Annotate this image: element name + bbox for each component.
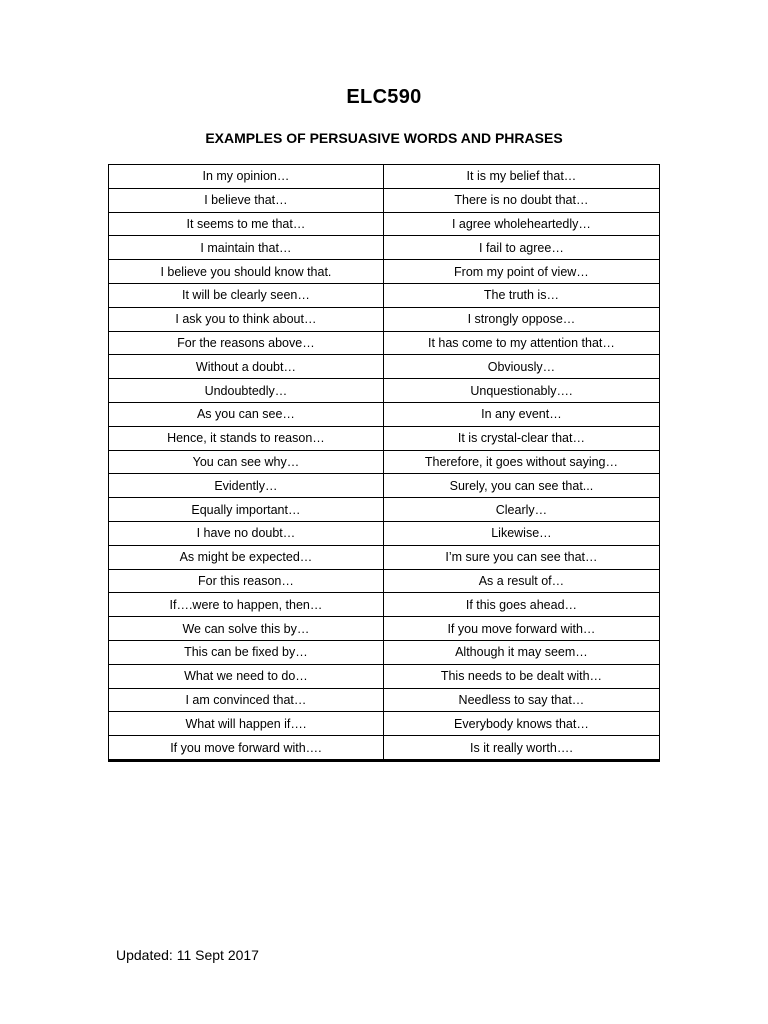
left-phrase-cell: I maintain that… xyxy=(109,236,384,260)
right-phrase-cell: If you move forward with… xyxy=(383,617,659,641)
left-phrase-cell: I believe you should know that. xyxy=(109,260,384,284)
right-phrase-cell: Obviously… xyxy=(383,355,659,379)
left-phrase-cell: What we need to do… xyxy=(109,664,384,688)
left-phrase-cell: What will happen if…. xyxy=(109,712,384,736)
right-phrase-cell: Everybody knows that… xyxy=(383,712,659,736)
left-phrase-cell: It will be clearly seen… xyxy=(109,283,384,307)
page-subtitle: EXAMPLES OF PERSUASIVE WORDS AND PHRASES xyxy=(205,130,563,146)
phrases-table-body xyxy=(109,165,660,760)
right-phrase-cell: Clearly… xyxy=(383,498,659,522)
right-phrase-cell: Therefore, it goes without saying… xyxy=(383,450,659,474)
right-phrase-cell: I agree wholeheartedly… xyxy=(383,212,659,236)
left-phrase-cell: It seems to me that… xyxy=(109,212,384,236)
left-phrase-cell: If you move forward with…. xyxy=(109,736,384,760)
table-row xyxy=(109,426,660,450)
right-phrase-cell: Surely, you can see that... xyxy=(383,474,659,498)
right-phrase-cell: Although it may seem… xyxy=(383,640,659,664)
table-row xyxy=(109,712,660,736)
table-row xyxy=(109,736,660,760)
left-phrase-cell: I ask you to think about… xyxy=(109,307,384,331)
table-row xyxy=(109,450,660,474)
right-phrase-cell: Needless to say that… xyxy=(383,688,659,712)
table-row xyxy=(109,664,660,688)
updated-date: Updated: 11 Sept 2017 xyxy=(116,947,259,963)
left-phrase-cell: We can solve this by… xyxy=(109,617,384,641)
table-row xyxy=(109,593,660,617)
table-row xyxy=(109,545,660,569)
left-phrase-cell: In my opinion… xyxy=(109,165,384,189)
right-phrase-cell: The truth is… xyxy=(383,283,659,307)
table-row xyxy=(109,498,660,522)
table-row xyxy=(109,307,660,331)
table-row xyxy=(109,521,660,545)
table-row xyxy=(109,355,660,379)
page-title: ELC590 xyxy=(346,86,422,108)
left-phrase-cell: As might be expected… xyxy=(109,545,384,569)
table-row xyxy=(109,474,660,498)
left-phrase-cell: I am convinced that… xyxy=(109,688,384,712)
table-row xyxy=(109,165,660,189)
left-phrase-cell: As you can see… xyxy=(109,402,384,426)
table-row xyxy=(109,188,660,212)
table-row xyxy=(109,402,660,426)
right-phrase-cell: As a result of… xyxy=(383,569,659,593)
table-row xyxy=(109,640,660,664)
left-phrase-cell: If….were to happen, then… xyxy=(109,593,384,617)
right-phrase-cell: Is it really worth…. xyxy=(383,736,659,760)
left-phrase-cell: This can be fixed by… xyxy=(109,640,384,664)
table-row xyxy=(109,283,660,307)
right-phrase-cell: I’m sure you can see that… xyxy=(383,545,659,569)
right-phrase-cell: This needs to be dealt with… xyxy=(383,664,659,688)
table-row xyxy=(109,569,660,593)
right-phrase-cell: I strongly oppose… xyxy=(383,307,659,331)
right-phrase-cell: There is no doubt that… xyxy=(383,188,659,212)
right-phrase-cell: Likewise… xyxy=(383,521,659,545)
left-phrase-cell: I have no doubt… xyxy=(109,521,384,545)
left-phrase-cell: Evidently… xyxy=(109,474,384,498)
right-phrase-cell: Unquestionably…. xyxy=(383,379,659,403)
right-phrase-cell: It is my belief that… xyxy=(383,165,659,189)
right-phrase-cell: From my point of view… xyxy=(383,260,659,284)
left-phrase-cell: Undoubtedly… xyxy=(109,379,384,403)
table-row xyxy=(109,260,660,284)
table-row xyxy=(109,617,660,641)
phrases-table xyxy=(108,164,660,760)
table-row xyxy=(109,379,660,403)
left-phrase-cell: For this reason… xyxy=(109,569,384,593)
left-phrase-cell: Without a doubt… xyxy=(109,355,384,379)
table-row xyxy=(109,236,660,260)
table-row xyxy=(109,688,660,712)
table-row xyxy=(109,331,660,355)
right-phrase-cell: I fail to agree… xyxy=(383,236,659,260)
left-phrase-cell: For the reasons above… xyxy=(109,331,384,355)
left-phrase-cell: I believe that… xyxy=(109,188,384,212)
table-row xyxy=(109,212,660,236)
right-phrase-cell: It is crystal-clear that… xyxy=(383,426,659,450)
left-phrase-cell: Hence, it stands to reason… xyxy=(109,426,384,450)
right-phrase-cell: In any event… xyxy=(383,402,659,426)
right-phrase-cell: It has come to my attention that… xyxy=(383,331,659,355)
left-phrase-cell: You can see why… xyxy=(109,450,384,474)
left-phrase-cell: Equally important… xyxy=(109,498,384,522)
right-phrase-cell: If this goes ahead… xyxy=(383,593,659,617)
